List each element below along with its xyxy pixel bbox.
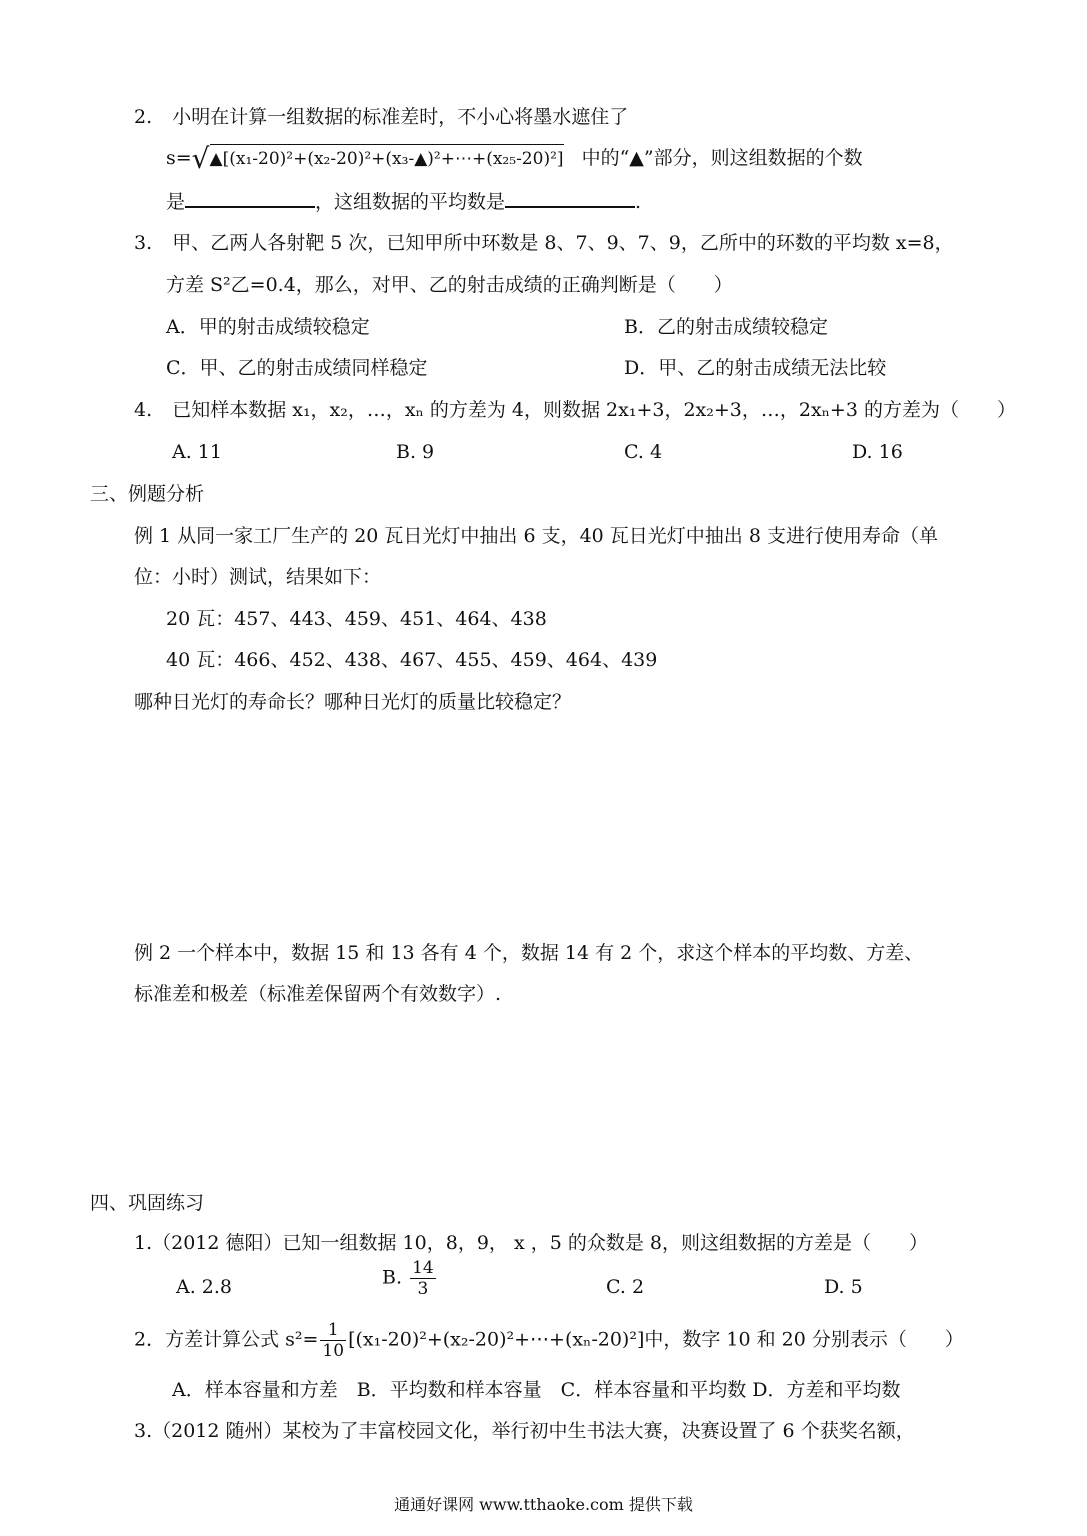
q4-option-d: D. 16 [852,441,903,463]
practice2-options: A．样本容量和方差 B．平均数和样本容量 C．样本容量和平均数 D．方差和平均数 [172,1379,901,1401]
q2-line3-end: . [635,191,642,213]
q3-option-a: A．甲的射击成绩较稳定 [166,316,370,338]
q2-s-label: s= [166,147,192,169]
example2-line1: 例 2 一个样本中，数据 15 和 13 各有 4 个，数据 14 有 2 个，求这个样本的平均数、方差、 [134,942,924,964]
q3-option-d: D．甲、乙的射击成绩无法比较 [624,357,887,379]
q4-number: 4. [134,399,153,421]
q2-line3-b: ，这组数据的平均数是 [315,191,506,213]
practice2-prefix: 2．方差计算公式 s²= [134,1328,319,1351]
fraction-numerator: 1 [320,1320,346,1341]
example1-data-40w: 40 瓦：466、452、438、467、455、459、464、439 [166,649,658,671]
practice2-fraction [320,1320,346,1361]
fraction-denominator: 3 [417,1279,429,1299]
q2-line3-a: 是 [166,191,186,213]
q3-line2: 方差 S²乙=0.4，那么，对甲、乙的射击成绩的正确判断是（ ） [166,274,733,296]
practice2-line [134,1320,964,1361]
page-footer: 通通好课网 www.tthaoke.com 提供下载 [394,1495,693,1514]
q3-line1 [134,230,954,256]
example1-line1: 例 1 从同一家工厂生产的 20 瓦日光灯中抽出 6 支，40 瓦日光灯中抽出 8 支进行使用寿命（单 [134,525,938,547]
q3-text1: 甲、乙两人各射靶 5 次，已知甲所中环数是 8、7、9、7、9，乙所中的环数的平均数 x=8， [172,232,954,254]
practice2-rest: [(x₁-20)²+(x₂-20)²+⋯+(xₙ-20)²]中，数字 10 和 20 分别表示（ ） [348,1328,964,1351]
q4-option-a: A. 11 [172,441,222,463]
q3-number: 3. [134,232,153,254]
q4-line1 [134,397,1016,423]
q2-line1 [134,104,628,130]
q4-text: 已知样本数据 x₁，x₂，…，xₙ 的方差为 4，则数据 2x₁+3，2x₂+3，…，2xₙ+3 的方差为（ ） [172,399,1016,421]
answer-blank-count [185,188,315,208]
practice1-line: 1.（2012 德阳）已知一组数据 10，8，9， x ，5 的众数是 8，则这组数据的方差是（ ） [134,1232,928,1254]
q2-line2-tail: 中的“▲”部分，则这组数据的个数 [581,147,863,169]
example1-line2: 位：小时）测试，结果如下： [134,566,382,588]
answer-blank-mean [505,188,635,208]
example1-data-20w: 20 瓦：457、443、459、451、464、438 [166,608,547,630]
example2-line2: 标准差和极差（标准差保留两个有效数字）. [134,983,502,1005]
q4-option-c: C. 4 [624,441,663,463]
practice1-option-b-fraction [410,1258,436,1299]
sqrt-sign-icon: √ [191,142,210,175]
example1-question: 哪种日光灯的寿命长？哪种日光灯的质量比较稳定？ [134,691,572,713]
practice1-option-c: C. 2 [606,1276,645,1298]
practice3-line: 3.（2012 随州）某校为了丰富校园文化，举行初中生书法大赛，决赛设置了 6 个获奖名额， [134,1420,915,1442]
q4-option-b: B. 9 [396,441,435,463]
q2-formula: ▲[(x₁-20)²+(x₂-20)²+(x₃-▲)²+⋯+(x₂₅-20)²] [210,144,564,172]
section3-title: 三、例题分析 [90,483,205,505]
fraction-denominator: 10 [322,1341,345,1361]
practice1-option-a: A. 2.8 [176,1276,233,1298]
q3-option-c: C．甲、乙的射击成绩同样稳定 [166,357,428,379]
q3-option-b: B．乙的射击成绩较稳定 [624,316,828,338]
q2-line2 [166,142,863,175]
section4-title: 四、巩固练习 [90,1192,205,1214]
practice1-option-d: D. 5 [824,1276,863,1298]
q2-line3 [166,188,641,215]
practice1-option-b-label: B. [382,1266,403,1289]
fraction-numerator: 14 [412,1258,434,1278]
q2-text: 小明在计算一组数据的标准差时，不小心将墨水遮住了 [172,106,629,128]
practice1-option-b [382,1258,438,1299]
q2-number: 2. [134,106,153,128]
